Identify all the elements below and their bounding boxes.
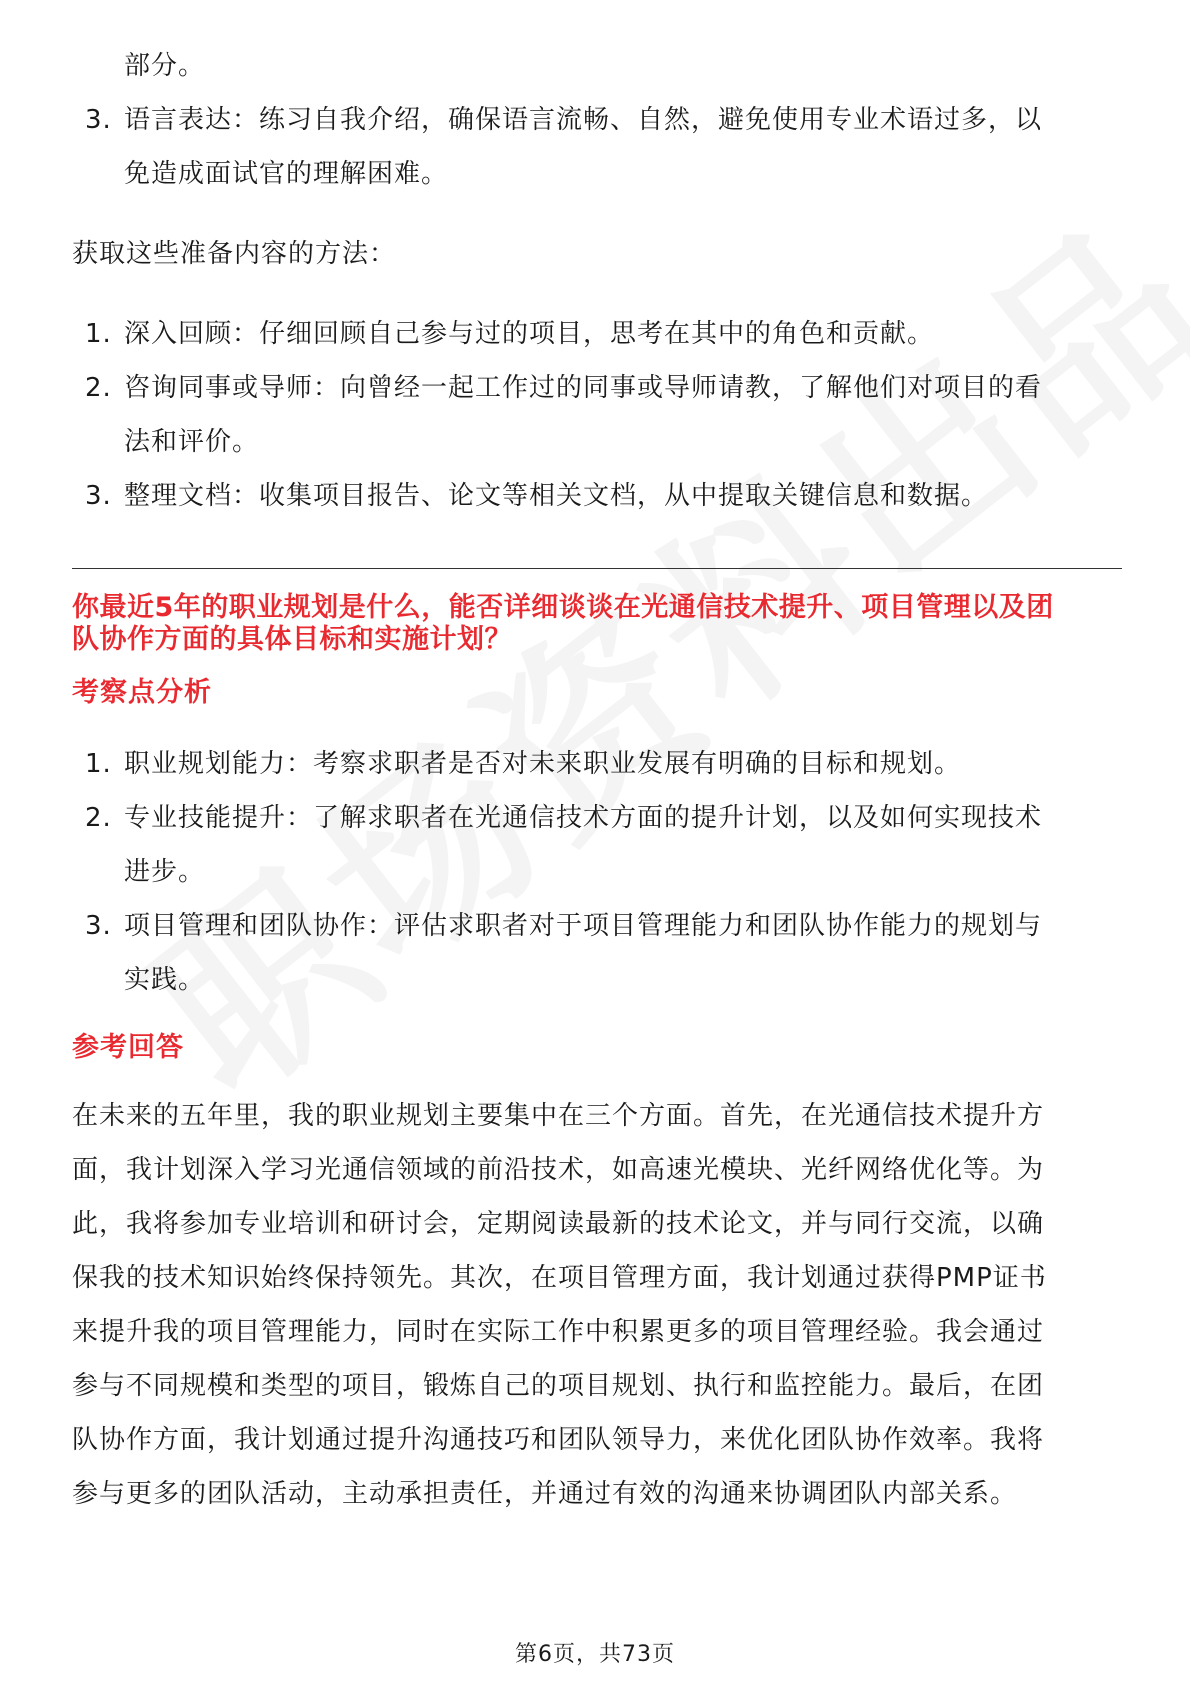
answer-line: 来提升我的项目管理能力，同时在实际工作中积累更多的项目管理经验。我会通过 [72,1317,1045,1347]
list-number: 1. [85,319,112,349]
list-item-text: 进步。 [124,857,206,887]
list-item-text: 咨询同事或导师：向曾经一起工作过的同事或导师请教，了解他们对项目的看 [124,373,1043,403]
list-number: 3. [85,481,112,511]
methods-intro: 获取这些准备内容的方法： [72,239,397,269]
list-number: 3. [85,911,112,941]
list-number: 2. [85,803,112,833]
list-item-text: 实践。 [124,965,206,995]
analysis-heading: 考察点分析 [72,677,212,708]
list-item-text: 法和评价。 [124,427,260,457]
section-divider [72,568,1122,569]
list-item-text: 免造成面试官的理解困难。 [124,159,449,189]
list-number: 2. [85,373,112,403]
list-item-text: 职业规划能力：考察求职者是否对未来职业发展有明确的目标和规划。 [124,749,962,779]
list-item-text: 整理文档：收集项目报告、论文等相关文档，从中提取关键信息和数据。 [124,481,989,511]
list-item-text: 深入回顾：仔细回顾自己参与过的项目，思考在其中的角色和贡献。 [124,319,935,349]
list-item-text: 项目管理和团队协作：评估求职者对于项目管理能力和团队协作能力的规划与 [124,911,1043,941]
question-title: 队协作方面的具体目标和实施计划？ [72,624,512,655]
answer-line: 参与更多的团队活动，主动承担责任，并通过有效的沟通来协调团队内部关系。 [72,1479,1018,1509]
list-number: 3. [85,105,112,135]
page-footer: 第6页，共73页 [515,1642,675,1667]
list-number: 1. [85,749,112,779]
answer-line: 参与不同规模和类型的项目，锻炼自己的项目规划、执行和监控能力。最后，在团 [72,1371,1045,1401]
answer-line: 保我的技术知识始终保持领先。其次，在项目管理方面，我计划通过获得PMP证书 [72,1263,1047,1293]
answer-heading: 参考回答 [72,1032,184,1063]
list-item-text: 专业技能提升：了解求职者在光通信技术方面的提升计划，以及如何实现技术 [124,803,1043,833]
answer-line: 队协作方面，我计划通过提升沟通技巧和团队领导力，来优化团队协作效率。我将 [72,1425,1045,1455]
continuation-text: 部分。 [124,51,206,81]
question-title: 你最近5年的职业规划是什么，能否详细谈谈在光通信技术提升、项目管理以及团 [72,592,1054,623]
answer-line: 在未来的五年里，我的职业规划主要集中在三个方面。首先，在光通信技术提升方 [72,1101,1045,1131]
list-item-text: 语言表达：练习自我介绍，确保语言流畅、自然，避免使用专业术语过多，以 [124,105,1043,135]
answer-line: 此，我将参加专业培训和研讨会，定期阅读最新的技术论文，并与同行交流，以确 [72,1209,1045,1239]
answer-line: 面，我计划深入学习光通信领域的前沿技术，如高速光模块、光纤网络优化等。为 [72,1155,1045,1185]
